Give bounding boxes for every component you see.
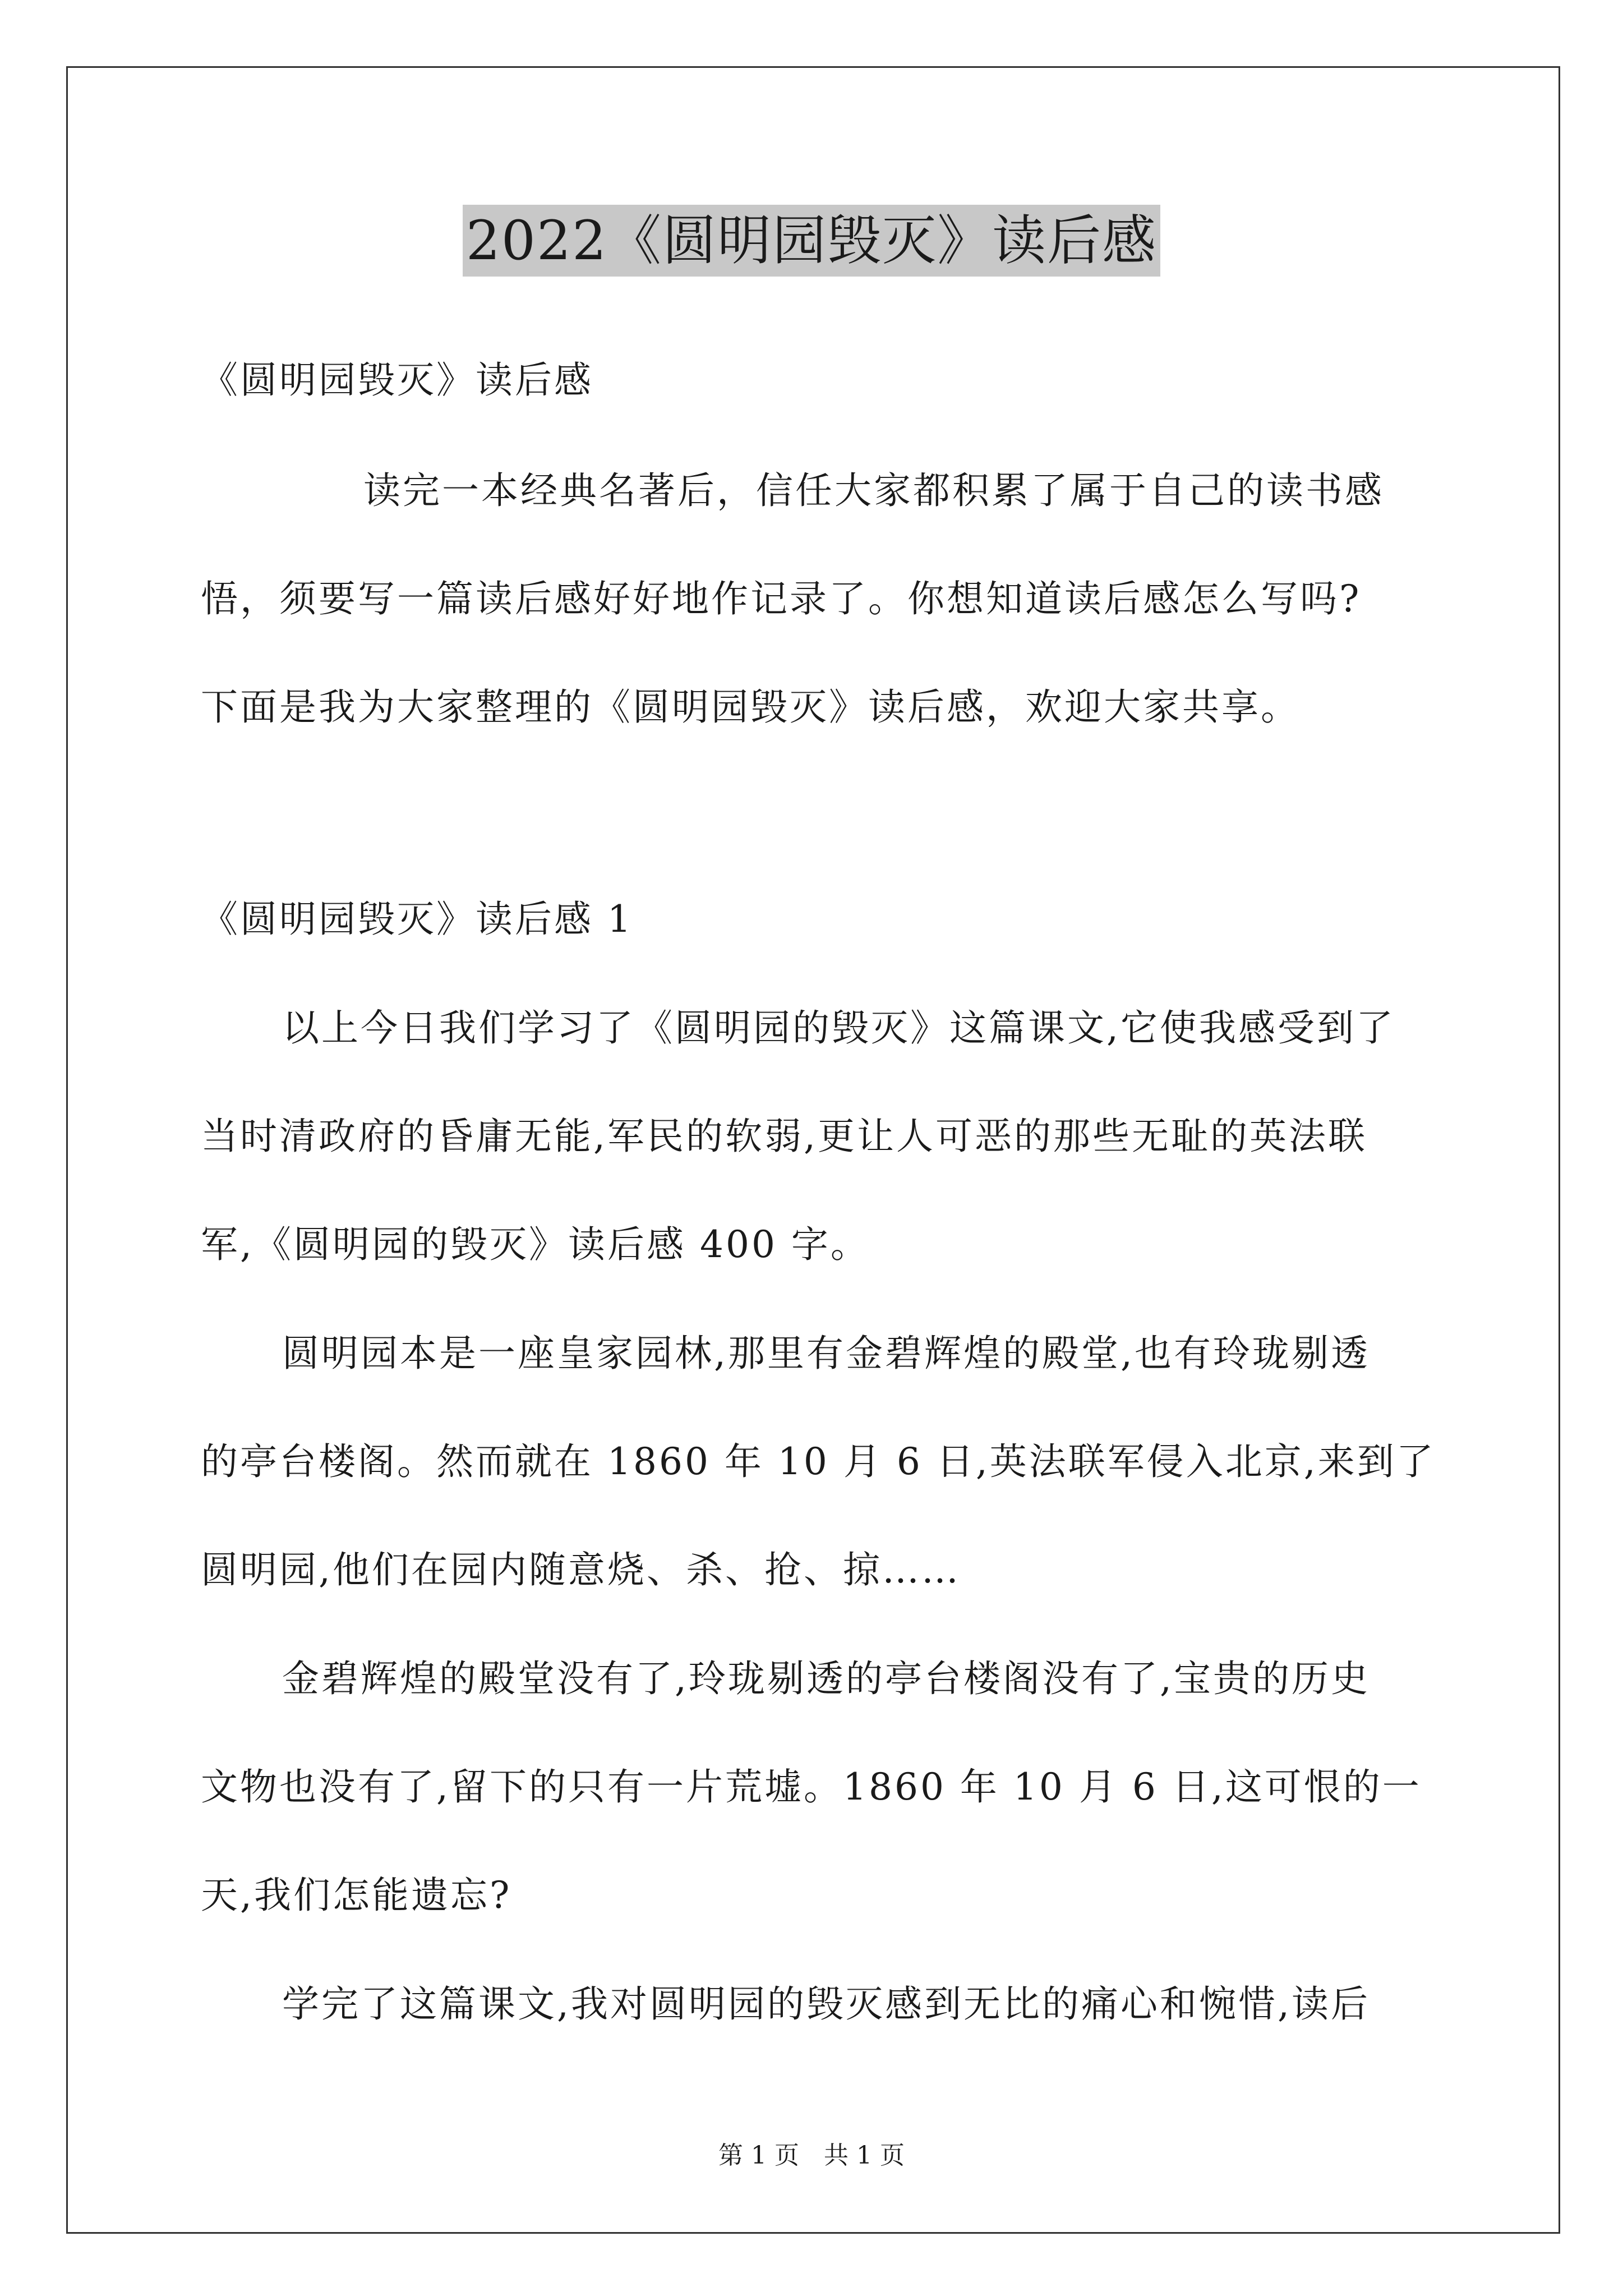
- document-title: 2022《圆明园毁灭》读后感: [463, 205, 1160, 277]
- section-heading: 《圆明园毁灭》读后感 1: [201, 898, 633, 941]
- paragraph-line: 学完了这篇课文,我对圆明园的毁灭感到无比的痛心和惋惜,读后: [282, 1982, 1370, 2026]
- paragraph-line: 金碧辉煌的殿堂没有了,玲珑剔透的亭台楼阁没有了,宝贵的历史: [282, 1657, 1370, 1700]
- title-container: [0, 205, 1623, 277]
- paragraph-line: 圆明园本是一座皇家园林,那里有金碧辉煌的殿堂,也有玲珑剔透: [282, 1332, 1370, 1375]
- paragraph-line: 以上今日我们学习了《圆明园的毁灭》这篇课文,它使我感受到了: [282, 1006, 1395, 1050]
- paragraph-line: 文物也没有了,留下的只有一片荒墟。1860 年 10 月 6 日,这可恨的一: [201, 1765, 1422, 1809]
- paragraph-line: 天,我们怎能遗忘?: [201, 1874, 512, 1917]
- subtitle: 《圆明园毁灭》读后感: [201, 358, 593, 402]
- page-footer: 第 1 页 共 1 页: [718, 2141, 905, 2170]
- intro-line: 悟，须要写一篇读后感好好地作记录了。你想知道读后感怎么写吗?: [201, 577, 1362, 620]
- paragraph-line: 圆明园,他们在园内随意烧、杀、抢、掠……: [201, 1548, 961, 1591]
- intro-line: 下面是我为大家整理的《圆明园毁灭》读后感，欢迎大家共享。: [201, 685, 1300, 729]
- intro-line: 读完一本经典名著后，信任大家都积累了属于自己的读书感: [363, 469, 1384, 512]
- paragraph-line: 当时清政府的昏庸无能,军民的软弱,更让人可恶的那些无耻的英法联: [201, 1115, 1367, 1158]
- paragraph-line: 军,《圆明园的毁灭》读后感 400 字。: [201, 1223, 870, 1266]
- paragraph-line: 的亭台楼阁。然而就在 1860 年 10 月 6 日,英法联军侵入北京,来到了: [201, 1440, 1436, 1483]
